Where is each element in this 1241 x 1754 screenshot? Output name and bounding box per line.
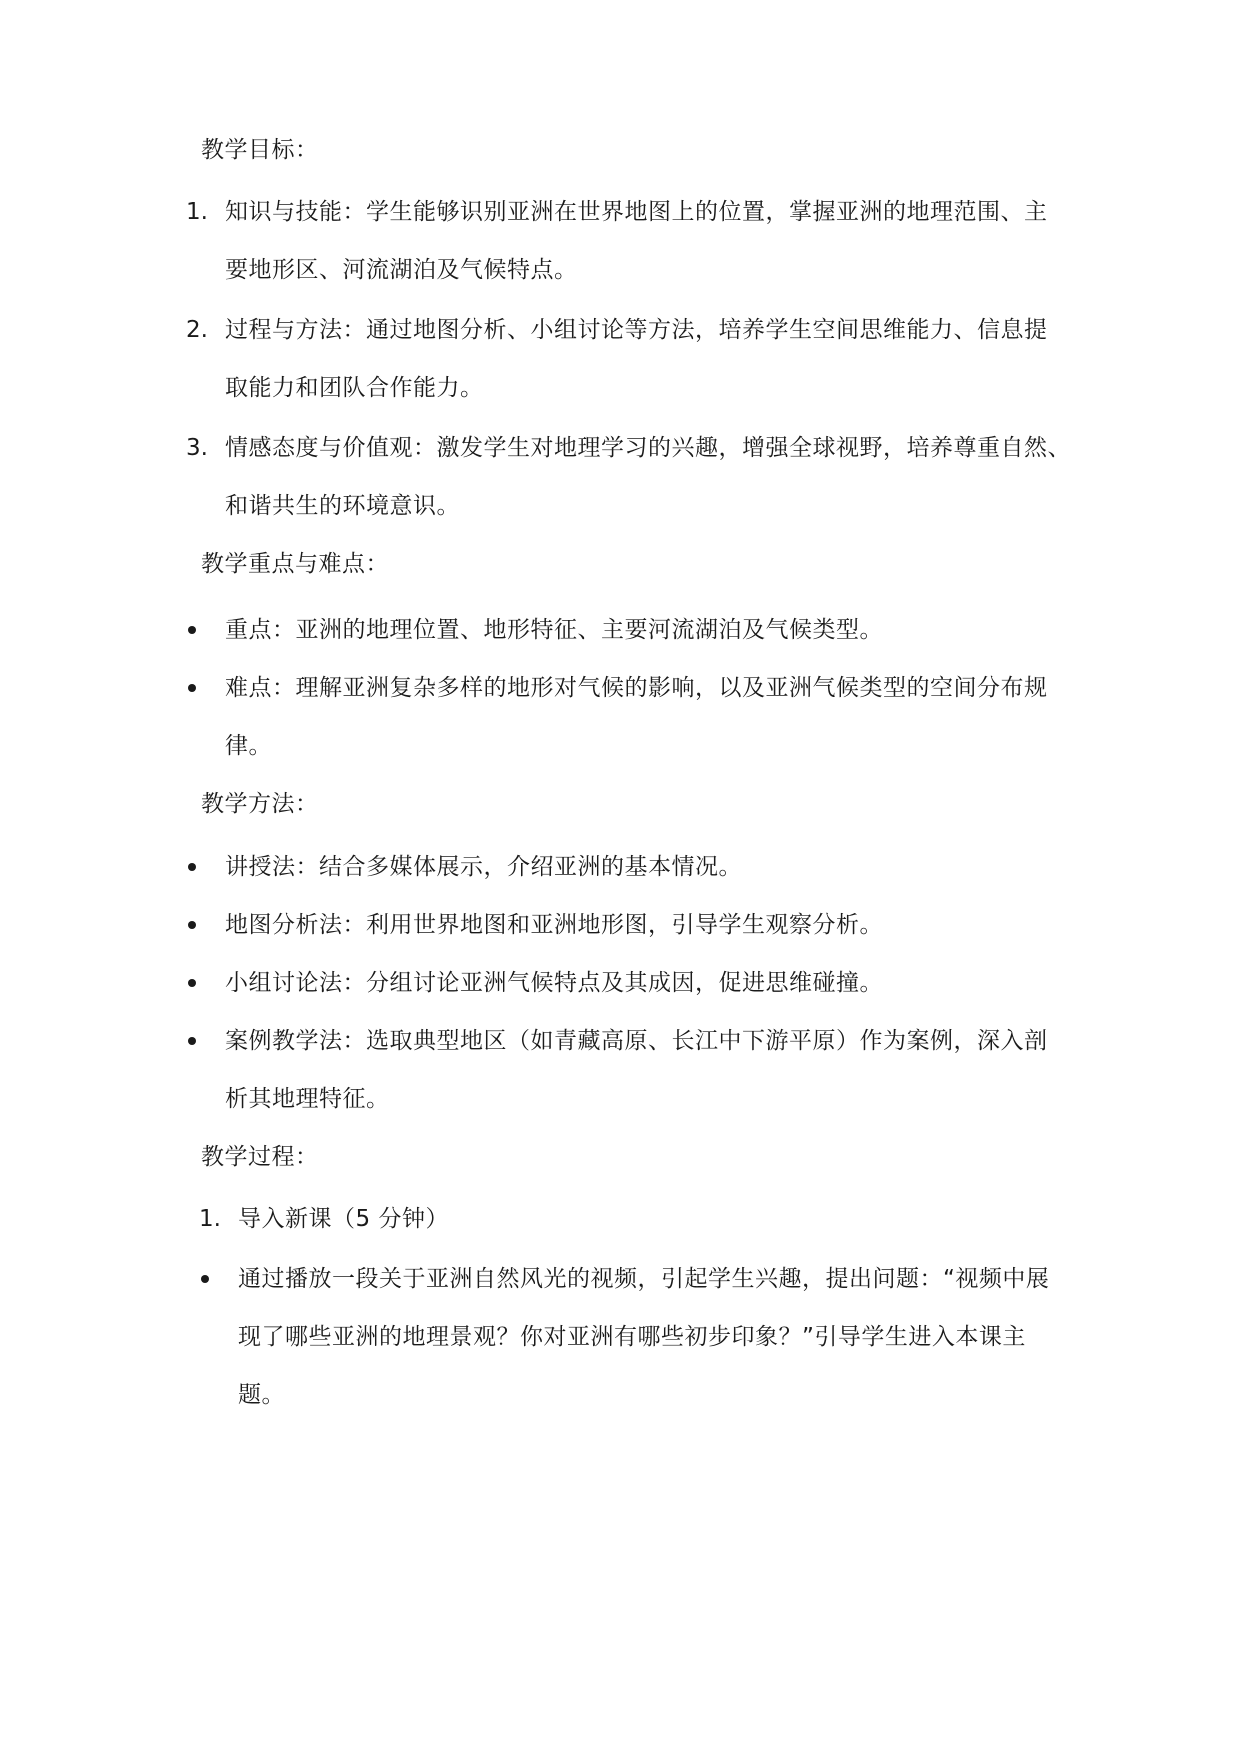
bullet-icon bbox=[188, 626, 196, 634]
list-item-text: 地图分析法：利用世界地图和亚洲地形图，引导学生观察分析。 bbox=[225, 912, 883, 938]
section-heading-key-points: 教学重点与难点： bbox=[201, 551, 389, 577]
bullet-icon bbox=[188, 921, 196, 929]
bullet-icon bbox=[188, 1037, 196, 1045]
list-item-text: 情感态度与价值观：激发学生对地理学习的兴趣，增强全球视野，培养尊重自然、 bbox=[225, 435, 1071, 461]
list-item-text-continuation: 要地形区、河流湖泊及气候特点。 bbox=[225, 257, 578, 283]
list-item-text-continuation: 析其地理特征。 bbox=[225, 1086, 390, 1112]
list-item-text: 过程与方法：通过地图分析、小组讨论等方法，培养学生空间思维能力、信息提 bbox=[225, 317, 1048, 343]
list-item-text-continuation: 题。 bbox=[238, 1382, 285, 1408]
list-item-text: 通过播放一段关于亚洲自然风光的视频，引起学生兴趣，提出问题：“视频中展 bbox=[238, 1266, 1050, 1292]
list-number: 3. bbox=[186, 435, 208, 461]
section-heading-objectives: 教学目标： bbox=[201, 137, 319, 163]
list-item-text: 重点：亚洲的地理位置、地形特征、主要河流湖泊及气候类型。 bbox=[225, 617, 883, 643]
list-item-text: 小组讨论法：分组讨论亚洲气候特点及其成因，促进思维碰撞。 bbox=[225, 970, 883, 996]
bullet-icon bbox=[188, 684, 196, 692]
list-item-text: 难点：理解亚洲复杂多样的地形对气候的影响，以及亚洲气候类型的空间分布规 bbox=[225, 675, 1048, 701]
list-item-text: 知识与技能：学生能够识别亚洲在世界地图上的位置，掌握亚洲的地理范围、主 bbox=[225, 199, 1048, 225]
list-item-text-continuation: 和谐共生的环境意识。 bbox=[225, 493, 460, 519]
list-number: 1. bbox=[186, 199, 208, 225]
section-heading-process: 教学过程： bbox=[201, 1144, 319, 1170]
bullet-icon bbox=[201, 1275, 209, 1283]
list-number: 2. bbox=[186, 317, 208, 343]
list-item-text-continuation: 现了哪些亚洲的地理景观？你对亚洲有哪些初步印象？”引导学生进入本课主 bbox=[238, 1324, 1026, 1350]
bullet-icon bbox=[188, 979, 196, 987]
list-item-text: 案例教学法：选取典型地区（如青藏高原、长江中下游平原）作为案例，深入剖 bbox=[225, 1028, 1048, 1054]
list-item-text: 讲授法：结合多媒体展示，介绍亚洲的基本情况。 bbox=[225, 854, 742, 880]
bullet-icon bbox=[188, 863, 196, 871]
list-number: 1. bbox=[199, 1206, 221, 1232]
step-title: 导入新课（5 分钟） bbox=[238, 1206, 449, 1232]
list-item-text-continuation: 取能力和团队合作能力。 bbox=[225, 375, 484, 401]
list-item-text-continuation: 律。 bbox=[225, 733, 272, 759]
section-heading-methods: 教学方法： bbox=[201, 791, 319, 817]
